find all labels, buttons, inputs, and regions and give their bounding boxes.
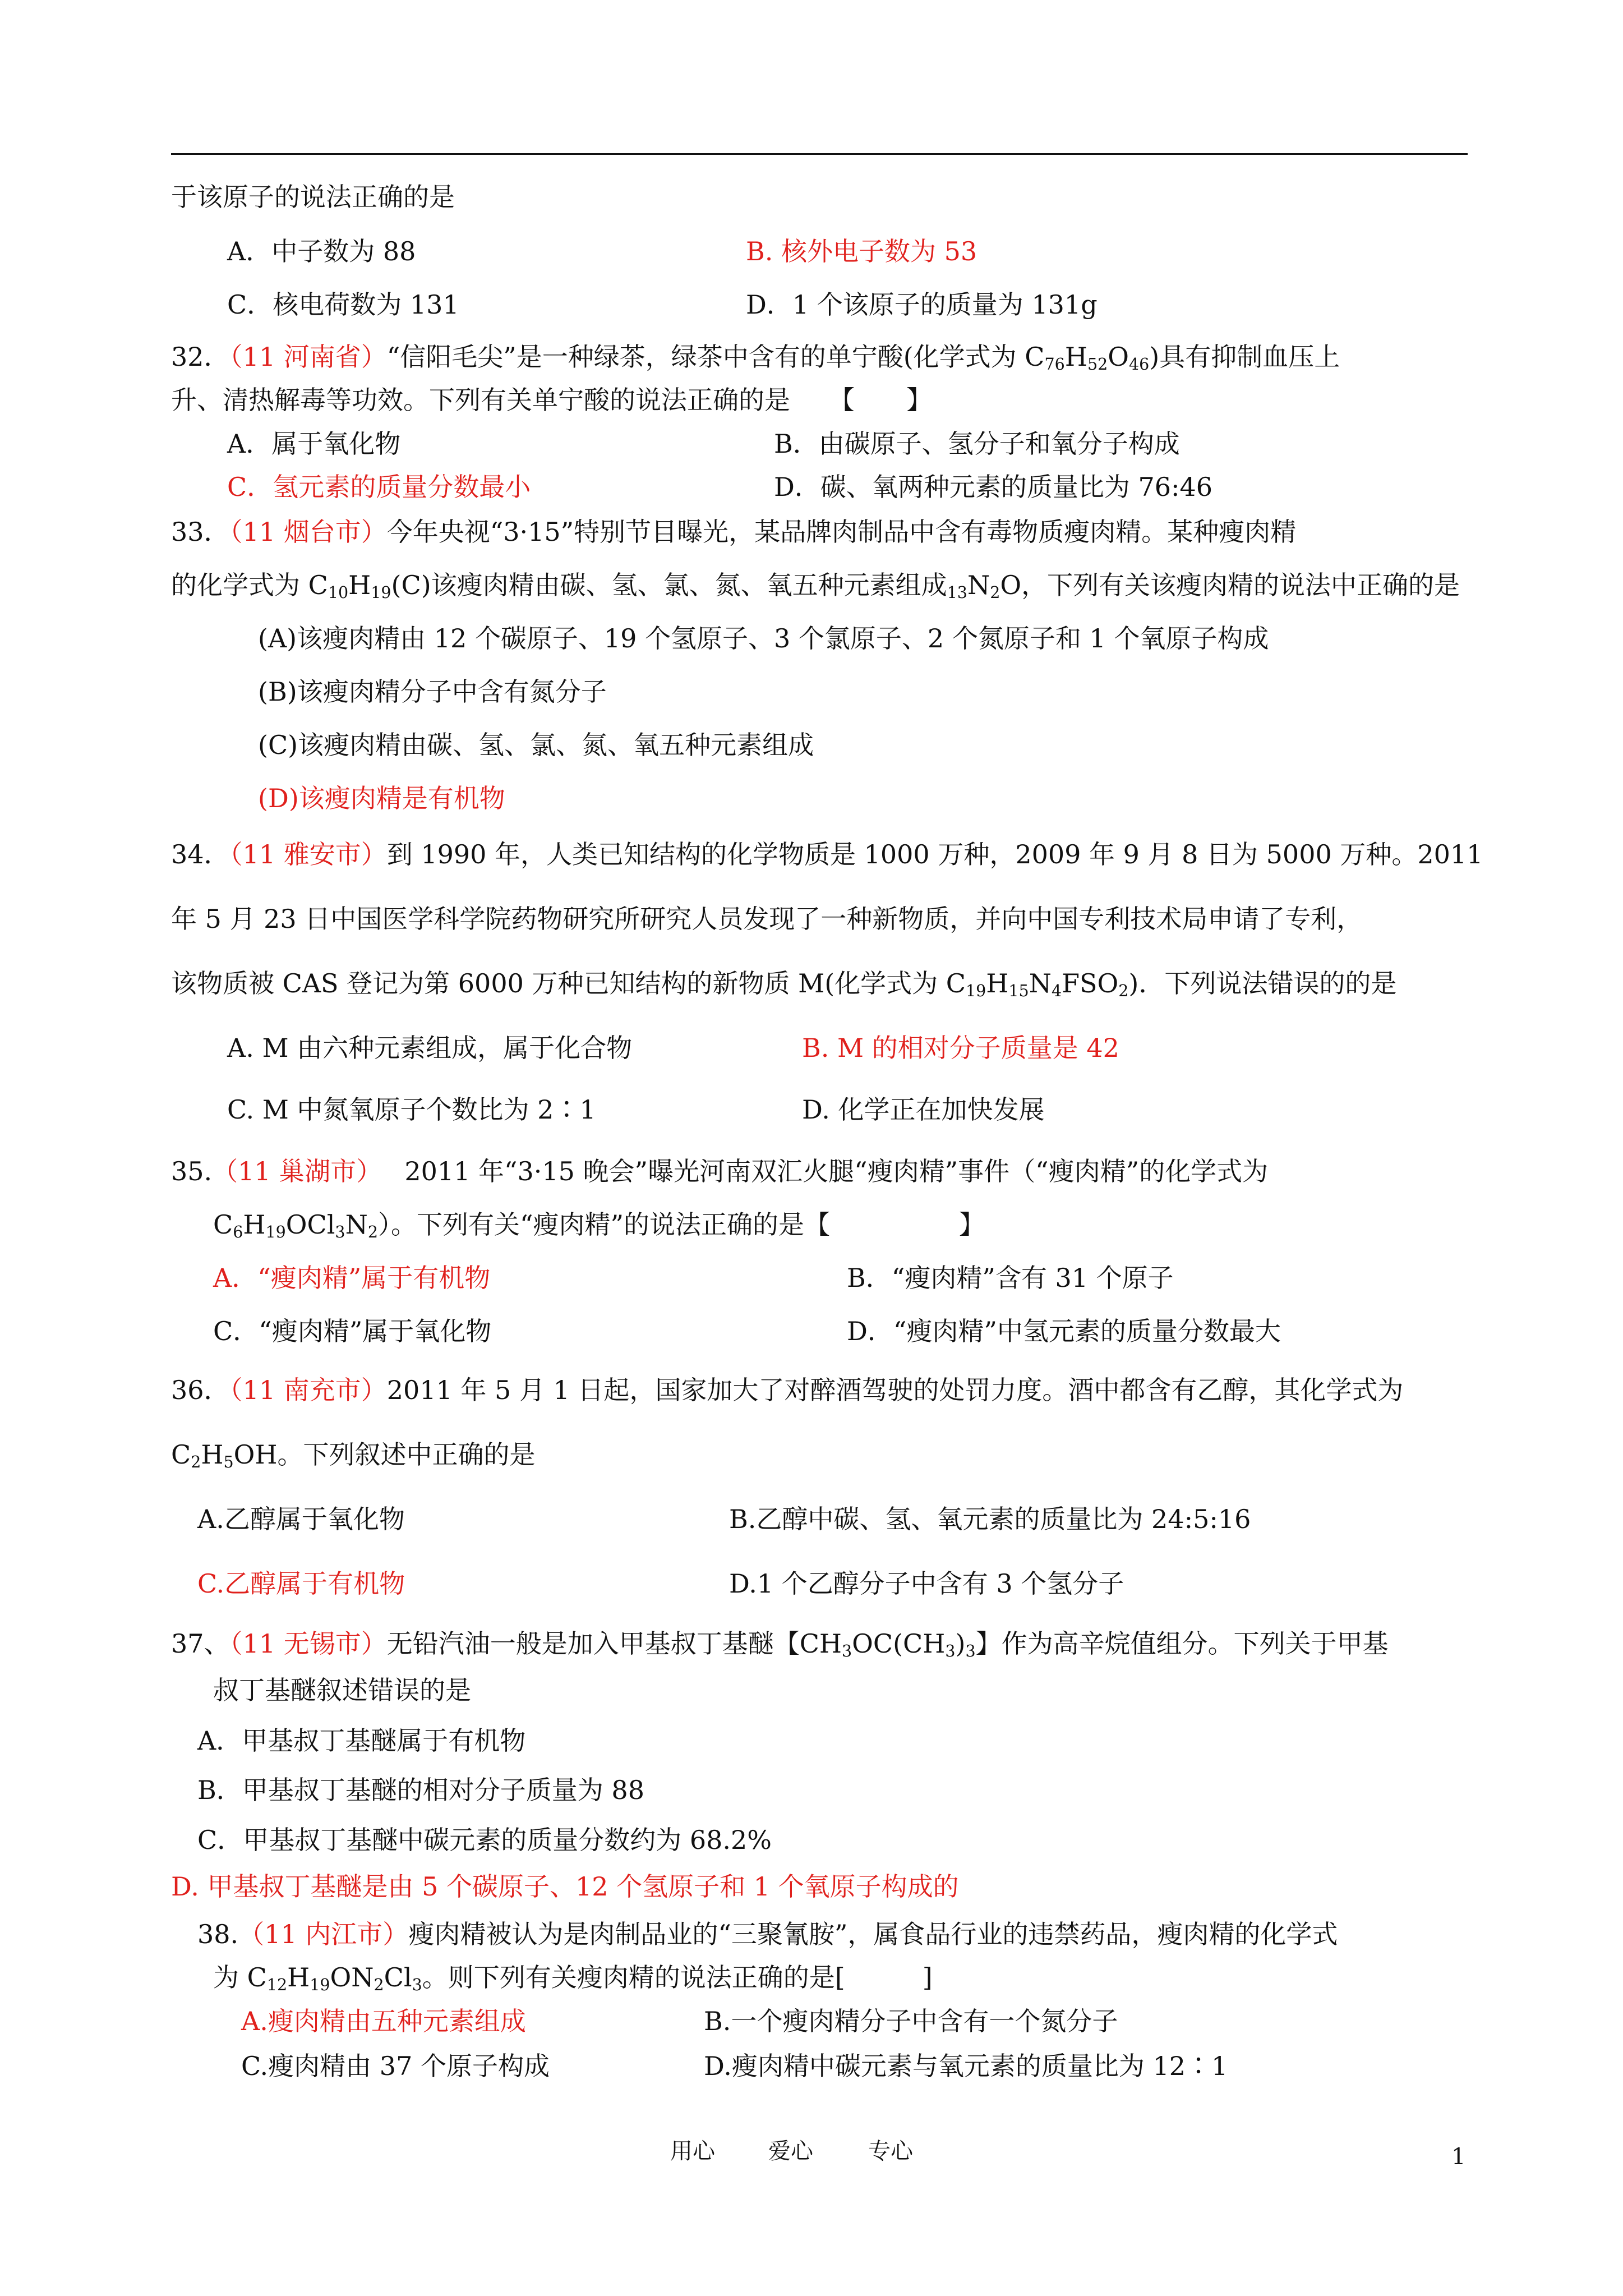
q32-option-c: C．氢元素的质量分数最小 xyxy=(227,472,531,502)
q31-option-b: B. 核外电子数为 53 xyxy=(746,236,978,266)
q31-option-a: A．中子数为 88 xyxy=(227,236,416,266)
q38-stem-line2: 为 $C_{12}H_{19}ON_2Cl_3$。则下列有关瘦肉精的说法正确的是[ ] xyxy=(213,1962,933,1995)
q31-option-d: D．1 个该原子的质量为 131g xyxy=(746,289,1098,320)
q36-source: （11 南充市） xyxy=(229,1375,387,1405)
q35-stem-line2: $C_6H_{19}OCl_3N_2$）。下列有关“瘦肉精”的说法正确的是【 】 xyxy=(213,1209,985,1242)
q32-source: （11 河南省） xyxy=(229,342,387,372)
q38-option-d: D.瘦肉精中碳元素与氧元素的质量比为 12∶1 xyxy=(704,2051,1228,2081)
q36-option-c: C.乙醇属于有机物 xyxy=(197,1568,405,1599)
q34-option-a: A. M 由六种元素组成，属于化合物 xyxy=(227,1033,633,1063)
q33-stem-line2: 的化学式为 $C_{10}H_{19}(C)$该瘦肉精由碳、氢、氯、氮、氧五种元素组成$_{13}N_2O$，下列有关该瘦肉精的说法中正确的是 xyxy=(171,570,1460,602)
q34-stem-line1: 34．（11 雅安市）到 1990 年，人类已知结构的化学物质是 1000 万种，2009 年 9 月 8 日为 5000 万种。2011 xyxy=(171,839,1483,869)
q33-option-d: (D)该瘦肉精是有机物 xyxy=(258,783,505,813)
q34-stem-line2: 年 5 月 23 日中国医学科学院药物研究所研究人员发现了一种新物质，并向中国专利技术局申请了专利， xyxy=(171,904,1363,934)
q32-option-a: A．属于氧化物 xyxy=(227,429,401,459)
q34-source: （11 雅安市） xyxy=(229,839,387,869)
q33-source: （11 烟台市） xyxy=(229,517,387,547)
q36-option-a: A.乙醇属于氧化物 xyxy=(197,1504,405,1534)
q32-number: 32． xyxy=(171,342,230,372)
q37-stem-line2: 叔丁基醚叙述错误的是 xyxy=(213,1675,471,1705)
q34-option-b: B. M 的相对分子质量是 42 xyxy=(802,1033,1119,1063)
footer-text-1: 用心 xyxy=(670,2138,715,2164)
q36-stem-line2: $C_2H_5OH$。下列叙述中正确的是 xyxy=(171,1439,536,1472)
q36-option-d: D.1 个乙醇分子中含有 3 个氢分子 xyxy=(729,1568,1124,1599)
footer-text-2: 爱心 xyxy=(768,2138,813,2164)
q32-stem-line1: 32．（11 河南省）“信阳毛尖”是一种绿茶，绿茶中含有的单宁酸(化学式为 $C_{76}H_{52}O_{46}$)具有抑制血压上 xyxy=(171,342,1340,374)
q38-option-c: C.瘦肉精由 37 个原子构成 xyxy=(241,2051,550,2081)
q34-option-d: D. 化学正在加快发展 xyxy=(802,1094,1045,1125)
q37-option-b: B．甲基叔丁基醚的相对分子质量为 88 xyxy=(197,1775,644,1805)
q33-option-b: (B)该瘦肉精分子中含有氮分子 xyxy=(258,677,607,707)
q33-option-a: (A)该瘦肉精由 12 个碳原子、19 个氢原子、3 个氯原子、2 个氮原子和 1 个氧原子构成 xyxy=(258,623,1269,654)
q38-stem-line1: 38.（11 内江市）瘦肉精被认为是肉制品业的“三聚氰胺”，属食品行业的违禁药品，瘦肉精的化学式 xyxy=(197,1919,1338,1949)
page-number: 1 xyxy=(1451,2144,1466,2170)
q35-stem-line1: 35.（11 巢湖市） 2011 年“3·15 晚会”曝光河南双汇火腿“瘦肉精”事件（“瘦肉精”的化学式为 xyxy=(171,1156,1269,1186)
q35-number: 35. xyxy=(171,1156,213,1186)
header-rule xyxy=(171,153,1468,155)
q37-option-d: D. 甲基叔丁基醚是由 5 个碳原子、12 个氢原子和 1 个氧原子构成的 xyxy=(171,1871,959,1902)
q34-stem-line3: 该物质被 CAS 登记为第 6000 万种已知结构的新物质 M(化学式为 $C_{19}H_{15}N_4FSO_2$)．下列说法错误的的是 xyxy=(171,968,1397,1001)
q35-option-a: A．“瘦肉精”属于有机物 xyxy=(213,1263,491,1293)
q36-stem-line1: 36．（11 南充市）2011 年 5 月 1 日起，国家加大了对醉酒驾驶的处罚力度。酒中都含有乙醇，其化学式为 xyxy=(171,1375,1404,1405)
q37-source: （11 无锡市） xyxy=(229,1628,387,1659)
footer-text-3: 专心 xyxy=(868,2138,913,2164)
q33-option-c: (C)该瘦肉精由碳、氢、氯、氮、氧五种元素组成 xyxy=(258,730,814,760)
q34-number: 34． xyxy=(171,839,230,869)
q33-stem-line1: 33．（11 烟台市）今年央视“3·15”特别节目曝光，某品牌肉制品中含有毒物质瘦肉精。某种瘦肉精 xyxy=(171,517,1297,547)
q38-source: （11 内江市） xyxy=(238,1919,409,1949)
intro-line: 于该原子的说法正确的是 xyxy=(171,182,455,212)
q32-stem-line2: 升、清热解毒等功效。下列有关单宁酸的说法正确的是 【 】 xyxy=(171,385,932,415)
q36-option-b: B.乙醇中碳、氢、氧元素的质量比为 24:5:16 xyxy=(729,1504,1251,1534)
q35-option-c: C．“瘦肉精”属于氧化物 xyxy=(213,1316,492,1346)
q38-number: 38. xyxy=(197,1919,239,1949)
q34-option-c: C. M 中氮氧原子个数比为 2∶1 xyxy=(227,1094,596,1125)
q35-option-d: D．“瘦肉精”中氢元素的质量分数最大 xyxy=(847,1316,1281,1346)
q33-number: 33． xyxy=(171,517,230,547)
q38-option-a: A.瘦肉精由五种元素组成 xyxy=(241,2006,526,2036)
q31-option-c: C．核电荷数为 131 xyxy=(227,289,459,320)
q37-option-c: C．甲基叔丁基醚中碳元素的质量分数约为 68.2% xyxy=(197,1825,772,1855)
q37-number: 37、 xyxy=(171,1628,230,1659)
q35-option-b: B．“瘦肉精”含有 31 个原子 xyxy=(847,1263,1174,1293)
q32-option-d: D．碳、氧两种元素的质量比为 76:46 xyxy=(774,472,1213,502)
q35-source: （11 巢湖市） xyxy=(212,1156,382,1186)
q32-option-b: B．由碳原子、氢分子和氧分子构成 xyxy=(774,429,1180,459)
q38-option-b: B.一个瘦肉精分子中含有一个氮分子 xyxy=(704,2006,1118,2036)
q37-option-a: A．甲基叔丁基醚属于有机物 xyxy=(197,1726,526,1756)
q37-stem-line1: 37、（11 无锡市）无铅汽油一般是加入甲基叔丁基醚【$CH_3OC(CH_3)_3$】作为高辛烷值组分。下列关于甲基 xyxy=(171,1628,1389,1661)
q36-number: 36． xyxy=(171,1375,230,1405)
